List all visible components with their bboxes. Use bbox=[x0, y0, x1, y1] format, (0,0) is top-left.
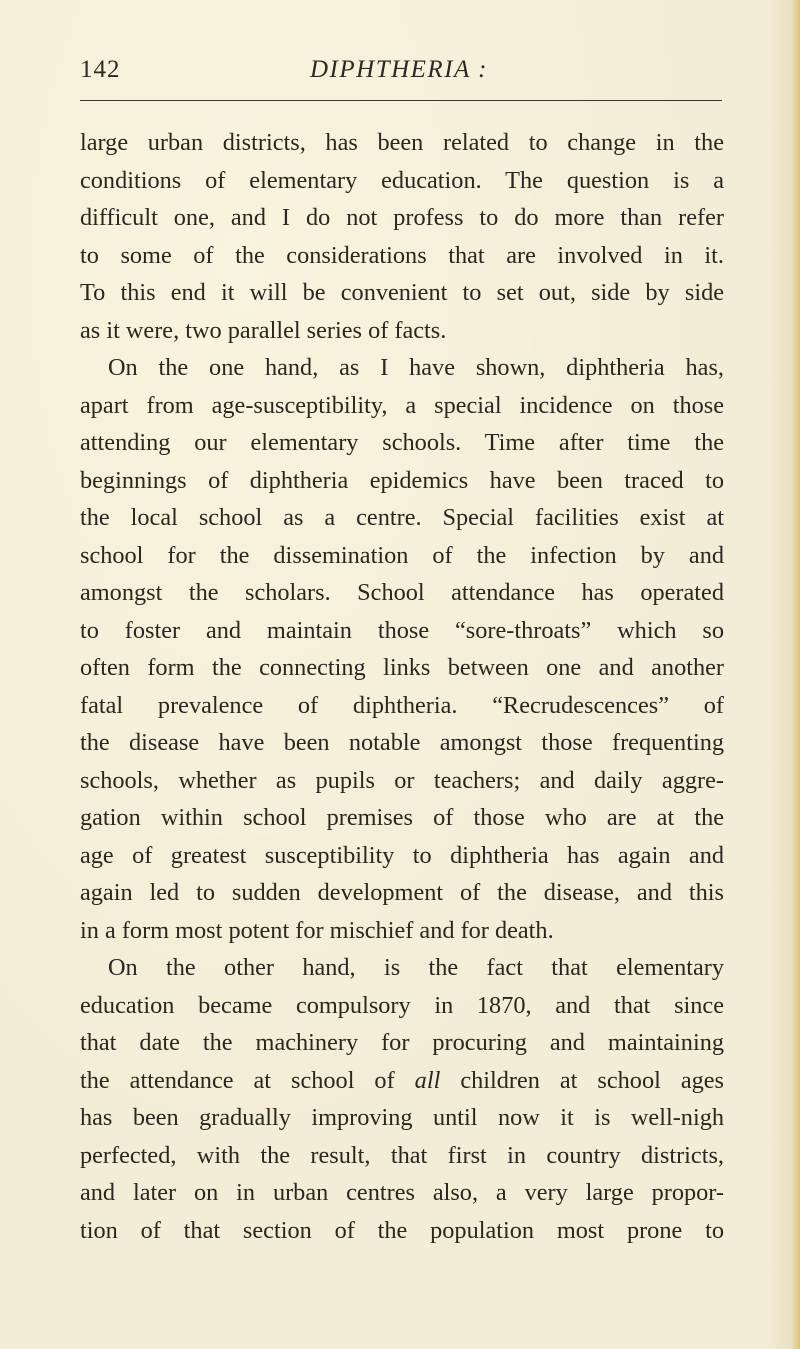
emphasis-word: all bbox=[414, 1066, 441, 1094]
text-line: attending our elementary schools. Time after time the bbox=[80, 429, 724, 456]
paragraph-start-line: On the one hand, as I have shown, diphtheria has, bbox=[108, 354, 724, 381]
text-line: often form the connecting links between one and another bbox=[80, 654, 724, 681]
page-edge-tint bbox=[792, 0, 800, 1349]
text-line: schools, whether as pupils or teachers; and daily aggre- bbox=[80, 766, 724, 794]
text-line: fatal prevalence of diphtheria. “Recrudescences” of bbox=[80, 691, 724, 719]
text-segment: the attendance at school of bbox=[80, 1066, 395, 1094]
running-head-title: DIPHTHERIA : bbox=[310, 56, 488, 83]
text-line: that date the machinery for procuring and maintaining bbox=[80, 1029, 724, 1056]
page-number: 142 bbox=[80, 56, 121, 83]
text-line: conditions of elementary education. The question is a bbox=[80, 166, 724, 194]
page-header bbox=[80, 56, 722, 96]
text-line: beginnings of diphtheria epidemics have been traced to bbox=[80, 466, 724, 494]
text-line: education became compulsory in 1870, and that since bbox=[80, 991, 724, 1019]
text-line-with-emphasis bbox=[80, 1062, 724, 1100]
text-line: large urban districts, has been related to change in the bbox=[80, 129, 724, 156]
text-line: age of greatest susceptibility to diphtheria has again and bbox=[80, 841, 724, 869]
text-line: to some of the considerations that are involved in it. bbox=[80, 241, 724, 269]
text-line: To this end it will be convenient to set out, side by side bbox=[80, 279, 724, 306]
text-line: difficult one, and I do not profess to do more than refer bbox=[80, 204, 724, 231]
text-line: tion of that section of the population most prone to bbox=[80, 1216, 724, 1244]
paragraph-start-line: On the other hand, is the fact that elementary bbox=[108, 954, 724, 981]
text-line: amongst the scholars. School attendance has operated bbox=[80, 579, 724, 606]
text-line: the local school as a centre. Special facilities exist at bbox=[80, 504, 724, 531]
body-text bbox=[80, 124, 724, 1249]
text-line: perfected, with the result, that first in country districts, bbox=[80, 1141, 724, 1169]
text-line: school for the dissemination of the infection by and bbox=[80, 541, 724, 569]
text-line: gation within school premises of those who are at the bbox=[80, 804, 724, 831]
text-line: as it were, two parallel series of facts. bbox=[80, 316, 447, 344]
text-line: again led to sudden development of the disease, and this bbox=[80, 879, 724, 906]
text-segment: children at school ages bbox=[460, 1066, 724, 1094]
text-line: has been gradually improving until now it is well-nigh bbox=[80, 1104, 724, 1131]
header-rule bbox=[80, 100, 722, 101]
text-line: in a form most potent for mischief and for death. bbox=[80, 916, 554, 944]
text-line: to foster and maintain those “sore-throats” which so bbox=[80, 616, 724, 644]
text-line: and later on in urban centres also, a very large propor- bbox=[80, 1179, 724, 1206]
text-line: apart from age-susceptibility, a special incidence on those bbox=[80, 391, 724, 419]
text-line: the disease have been notable amongst those frequenting bbox=[80, 729, 724, 756]
